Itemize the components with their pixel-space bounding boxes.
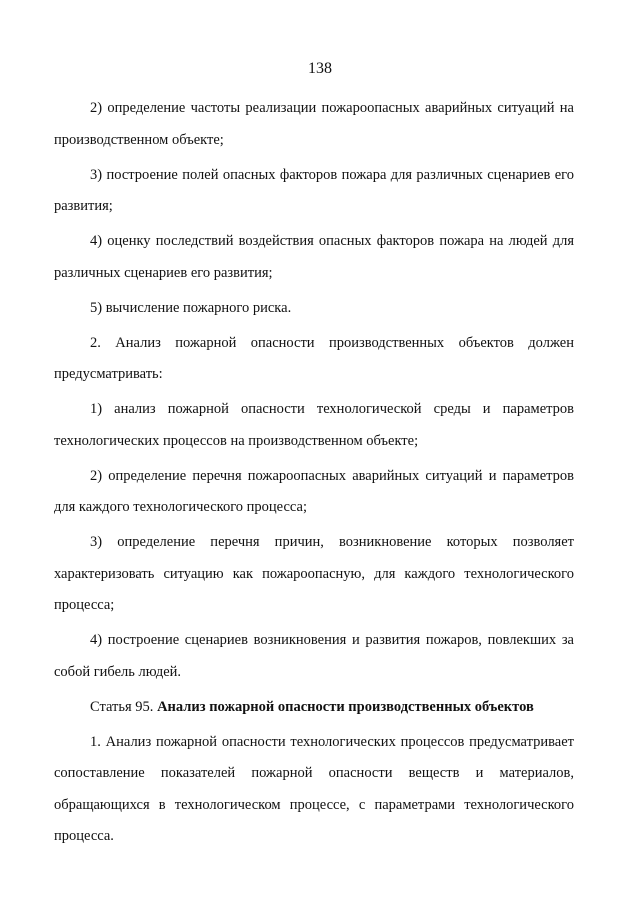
paragraph-item-3-causes: 3) определение перечня причин, возникновение которых позволяет характеризовать ситуацию как пожароопасную, для каждого технологического процесса;	[54, 534, 574, 613]
paragraph-item-3-fields: 3) построение полей опасных факторов пожара для различных сценариев его развития;	[54, 166, 574, 214]
paragraph-item-4-scenarios: 4) построение сценариев возникновения и развития пожаров, повлекших за собой гибель людей.	[54, 632, 574, 680]
paragraph-section-2-intro: 2. Анализ пожарной опасности производственных объектов должен предусматривать:	[54, 334, 574, 382]
paragraph-item-2-list: 2) определение перечня пожароопасных аварийных ситуаций и параметров для каждого технологического процесса;	[54, 467, 574, 515]
article-title: Анализ пожарной опасности производственных объектов	[157, 698, 534, 715]
paragraph-article-95-item-1: 1. Анализ пожарной опасности технологических процессов предусматривает сопоставление показателей пожарной опасности веществ и материалов, обращающихся в технологическом процессе, с параметрами технологического процесса.	[54, 733, 574, 844]
paragraph-item-5-risk: 5) вычисление пожарного риска.	[90, 299, 292, 316]
article-prefix: Статья 95.	[90, 698, 154, 715]
paragraph-item-4-consequences: 4) оценку последствий воздействия опасных факторов пожара на людей для различных сценариев его развития;	[54, 233, 574, 281]
page-number: 138	[308, 60, 332, 77]
article-heading	[54, 692, 574, 724]
paragraph-item-1-environment: 1) анализ пожарной опасности технологической среды и параметров технологических процессов на производственном объекте;	[54, 401, 574, 449]
document-body	[54, 93, 574, 856]
paragraph-item-2-frequency: 2) определение частоты реализации пожароопасных аварийных ситуаций на производственном объекте;	[54, 100, 574, 148]
